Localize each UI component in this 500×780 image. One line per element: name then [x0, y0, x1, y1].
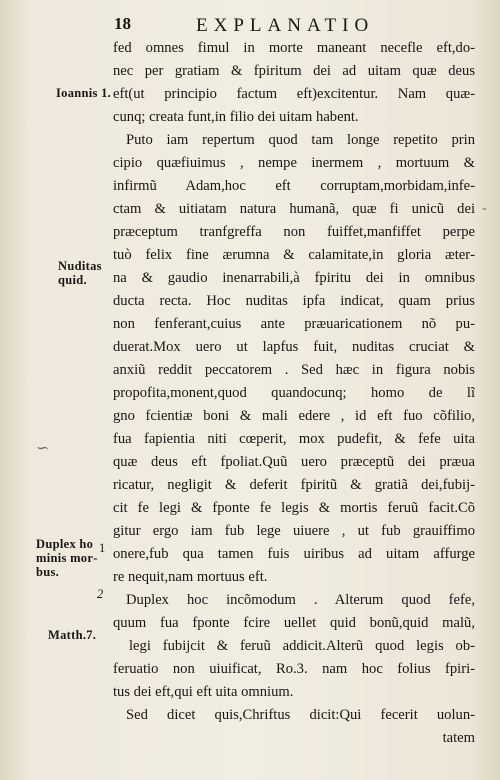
- catchword-line: tatem: [442, 730, 475, 746]
- text-line: infirmũ Adam,hoc eft corruptam,morbidam,infe‑: [113, 178, 475, 194]
- text-line: tus dei eft,qui eft uita omnium.: [113, 684, 294, 700]
- text-line: onere,fub qua tamen fuis uiribus ad uitam affurge: [113, 546, 475, 562]
- margin-note-matth: Matth.7.: [48, 628, 97, 642]
- text-line: legi fubijcit & feruũ addicit.Alterũ quod legis ob‑: [129, 638, 475, 654]
- text-line: anxiũ reddit peccatorem . Sed hæc in figura nobis: [113, 362, 475, 378]
- text-line: na & gaudio inenarrabili,à fpiritu dei in omnibus: [113, 270, 475, 286]
- text-line: propofita,monent,quod quandocunq; homo de lĩ: [113, 385, 475, 401]
- text-line: fua fapientia niti cœperit, mox pudefit, & fefe uita: [113, 431, 475, 447]
- margin-note-duplex: Duplex ho minis mor‑ bus.: [36, 537, 98, 579]
- text-line: Duplex hoc incõmodum . Alterum quod fefe,: [126, 592, 475, 608]
- text-line: præceptum tranfgreffa non fuiffet,manfiffet perpe: [113, 224, 475, 240]
- text-line: cunq; creata funt,in filio dei uitam habent.: [113, 109, 359, 125]
- text-line: eft(ut principio factum eft)excitentur. Nam quæ‑: [113, 86, 475, 102]
- margin-dash-mark: -: [482, 201, 487, 216]
- text-line: gno fcientiæ boni & mali edere , id eft fuo cõfilio,: [113, 408, 475, 424]
- text-line: gitur ergo iam fub lege uiuere , ut fub grauiffimo: [113, 523, 475, 539]
- text-line: quum fua fponte fcire uellet quid bonũ,quid malũ,: [113, 615, 475, 631]
- body-text: [113, 37, 475, 750]
- page-header: [96, 14, 460, 36]
- numeral-one-mark: 1: [99, 541, 106, 555]
- text-line: non fenferant,cuius ante præuaricationem nõ pu‑: [113, 316, 475, 332]
- text-line: ctam & uitiatam natura humanã, quæ fi unicũ dei: [113, 201, 475, 217]
- margin-flourish-mark: ∽: [36, 440, 50, 457]
- margin-note-nuditas: Nuditas quid.: [58, 259, 102, 287]
- text-line: feruatio non uiuificat, Ro.3. nam hoc folius fpiri‑: [113, 661, 475, 677]
- text-line: fed omnes fimul in morte maneant necefle eft,do‑: [113, 40, 475, 56]
- text-line: ducta recta. Hoc nuditas ipfa indicat, quam prius: [113, 293, 475, 309]
- margin-note-ioannis: Ioannis 1.: [56, 86, 112, 100]
- text-line: re nequit,nam mortuus eft.: [113, 569, 268, 585]
- text-line: quæ deus eft fpoliat.Quũ uero præceptũ dei præua: [113, 454, 475, 470]
- text-line: Sed dicet quis,Chriftus dicit:Qui fecerit uolun‑: [126, 707, 475, 723]
- numeral-two-mark: 2: [97, 587, 104, 601]
- text-line: nec per gratiam & fpiritum dei ad uitam quæ deus: [113, 63, 475, 79]
- text-line: duerat.Mox uero ut lapfus fuit, nuditas cruciat &: [113, 339, 475, 355]
- text-line: cit fe legi & fponte fe legis & mortis feruũ facit.Cõ: [113, 500, 475, 516]
- text-line: cipio quæfiuimus , nempe inermem , mortuum &: [113, 155, 475, 171]
- running-title: EXPLANATIO: [196, 15, 375, 36]
- page-number: 18: [114, 14, 131, 33]
- text-line: ricatur, negligit & deferit fpiritũ & gratiã dei,fubij‑: [113, 477, 475, 493]
- text-line: Puto iam repertum quod tam longe repetito prin: [126, 132, 475, 148]
- text-line: tuò felix fine ærumna & calamitate,in gloria æter‑: [113, 247, 475, 263]
